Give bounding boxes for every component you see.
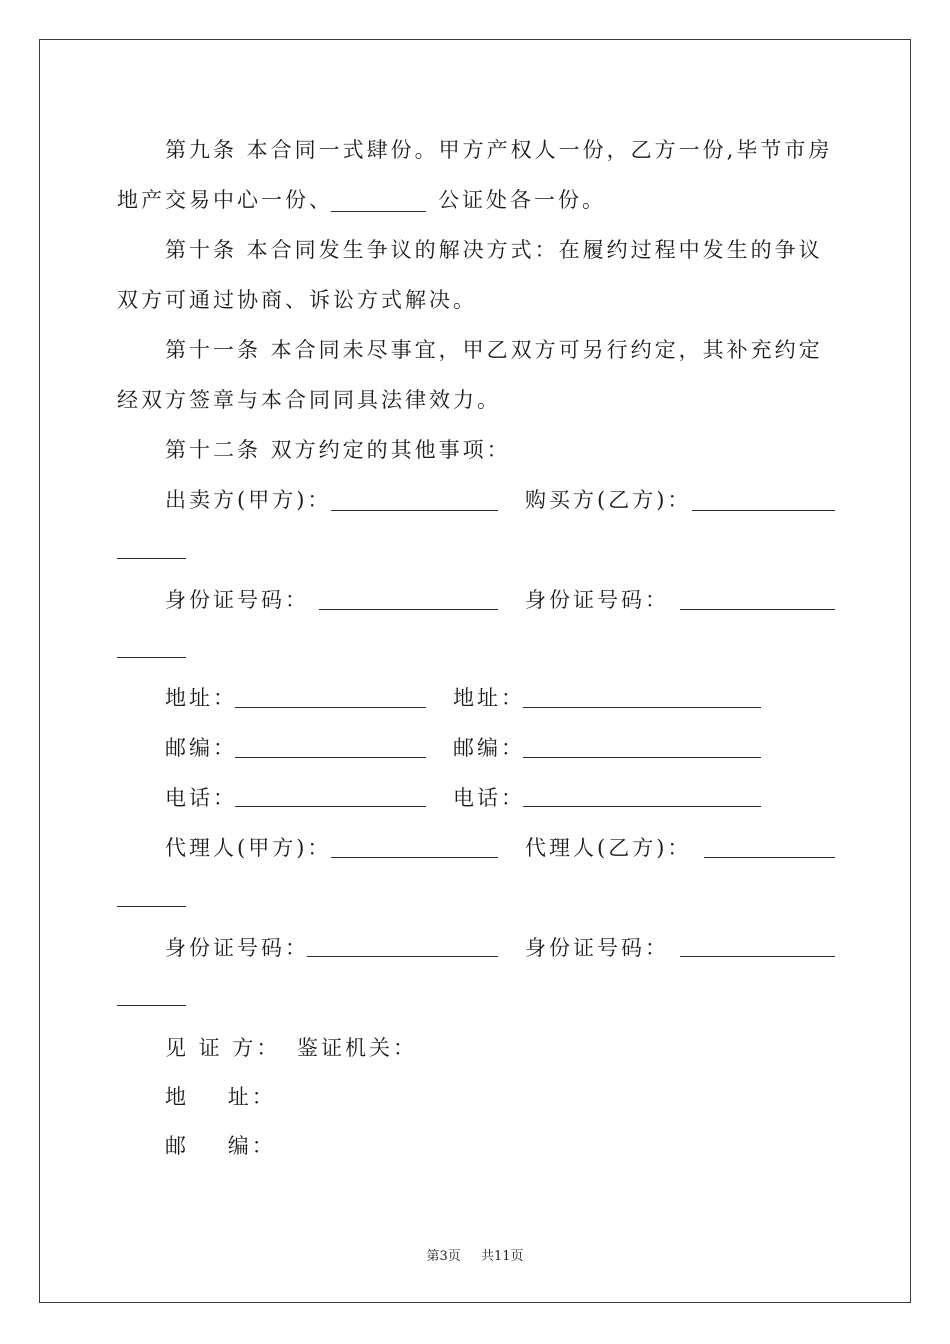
page-footer bbox=[0, 1249, 950, 1265]
buyer-blank-cont bbox=[117, 558, 186, 559]
clause-10-line-2: 双方可通过协商、诉讼方式解决。 bbox=[117, 288, 477, 312]
witness-postcode-label: 邮 编： bbox=[165, 1134, 276, 1158]
agent-b-label: 代理人(乙方)： bbox=[525, 836, 692, 860]
agent-b-id-label: 身份证号码： bbox=[525, 936, 669, 960]
seller-address-label: 地址： bbox=[165, 686, 237, 710]
buyer-blank bbox=[692, 510, 835, 511]
seller-phone-label: 电话： bbox=[165, 786, 237, 810]
agent-a-label: 代理人(甲方)： bbox=[165, 836, 332, 860]
page-number: 第3页 bbox=[426, 1249, 461, 1264]
buyer-postcode-blank bbox=[523, 757, 761, 758]
seller-id-label: 身份证号码： bbox=[165, 588, 309, 612]
clause-9-line-2-end: 公证处各一份。 bbox=[438, 188, 606, 212]
seller-id-blank bbox=[319, 609, 498, 610]
clause-12: 第十二条 双方约定的其他事项： bbox=[165, 438, 511, 462]
clause-11-line-1: 第十一条 本合同未尽事宜，甲乙双方可另行约定，其补充约定 bbox=[165, 338, 823, 362]
agent-b-id-blank-cont bbox=[117, 1005, 186, 1006]
agent-b-blank-cont bbox=[117, 906, 186, 907]
buyer-postcode-label: 邮编： bbox=[453, 736, 525, 760]
seller-postcode-label: 邮编： bbox=[165, 736, 237, 760]
agent-a-id-label: 身份证号码： bbox=[165, 936, 309, 960]
buyer-id-label: 身份证号码： bbox=[525, 588, 669, 612]
authority-label: 鉴证机关： bbox=[297, 1036, 417, 1060]
clause-9-line-1: 第九条 本合同一式肆份。甲方产权人一份，乙方一份,毕节市房 bbox=[165, 138, 833, 162]
page-border bbox=[39, 39, 911, 1303]
seller-postcode-blank bbox=[235, 757, 426, 758]
agent-b-id-blank bbox=[680, 956, 835, 957]
notary-blank bbox=[331, 211, 426, 212]
seller-phone-blank bbox=[235, 806, 426, 807]
agent-a-id-blank bbox=[307, 956, 498, 957]
buyer-address-blank bbox=[523, 707, 761, 708]
seller-label: 出卖方(甲方)： bbox=[165, 488, 332, 512]
buyer-id-blank bbox=[680, 609, 835, 610]
buyer-label: 购买方(乙方)： bbox=[525, 488, 692, 512]
clause-9-line-2: 地产交易中心一份、 bbox=[117, 188, 333, 212]
agent-b-blank bbox=[704, 857, 835, 858]
clause-10-line-1: 第十条 本合同发生争议的解决方式：在履约过程中发生的争议 bbox=[165, 238, 823, 262]
witness-address-label: 地 址： bbox=[165, 1085, 276, 1109]
clause-11-line-2: 经双方签章与本合同同具法律效力。 bbox=[117, 388, 501, 412]
seller-blank bbox=[331, 510, 498, 511]
agent-a-blank bbox=[331, 857, 498, 858]
seller-address-blank bbox=[235, 707, 426, 708]
buyer-address-label: 地址： bbox=[453, 686, 525, 710]
witness-label: 见 证 方： bbox=[165, 1036, 281, 1060]
page-total: 共11页 bbox=[481, 1249, 524, 1264]
buyer-id-blank-cont bbox=[117, 657, 186, 658]
buyer-phone-blank bbox=[523, 806, 761, 807]
buyer-phone-label: 电话： bbox=[453, 786, 525, 810]
